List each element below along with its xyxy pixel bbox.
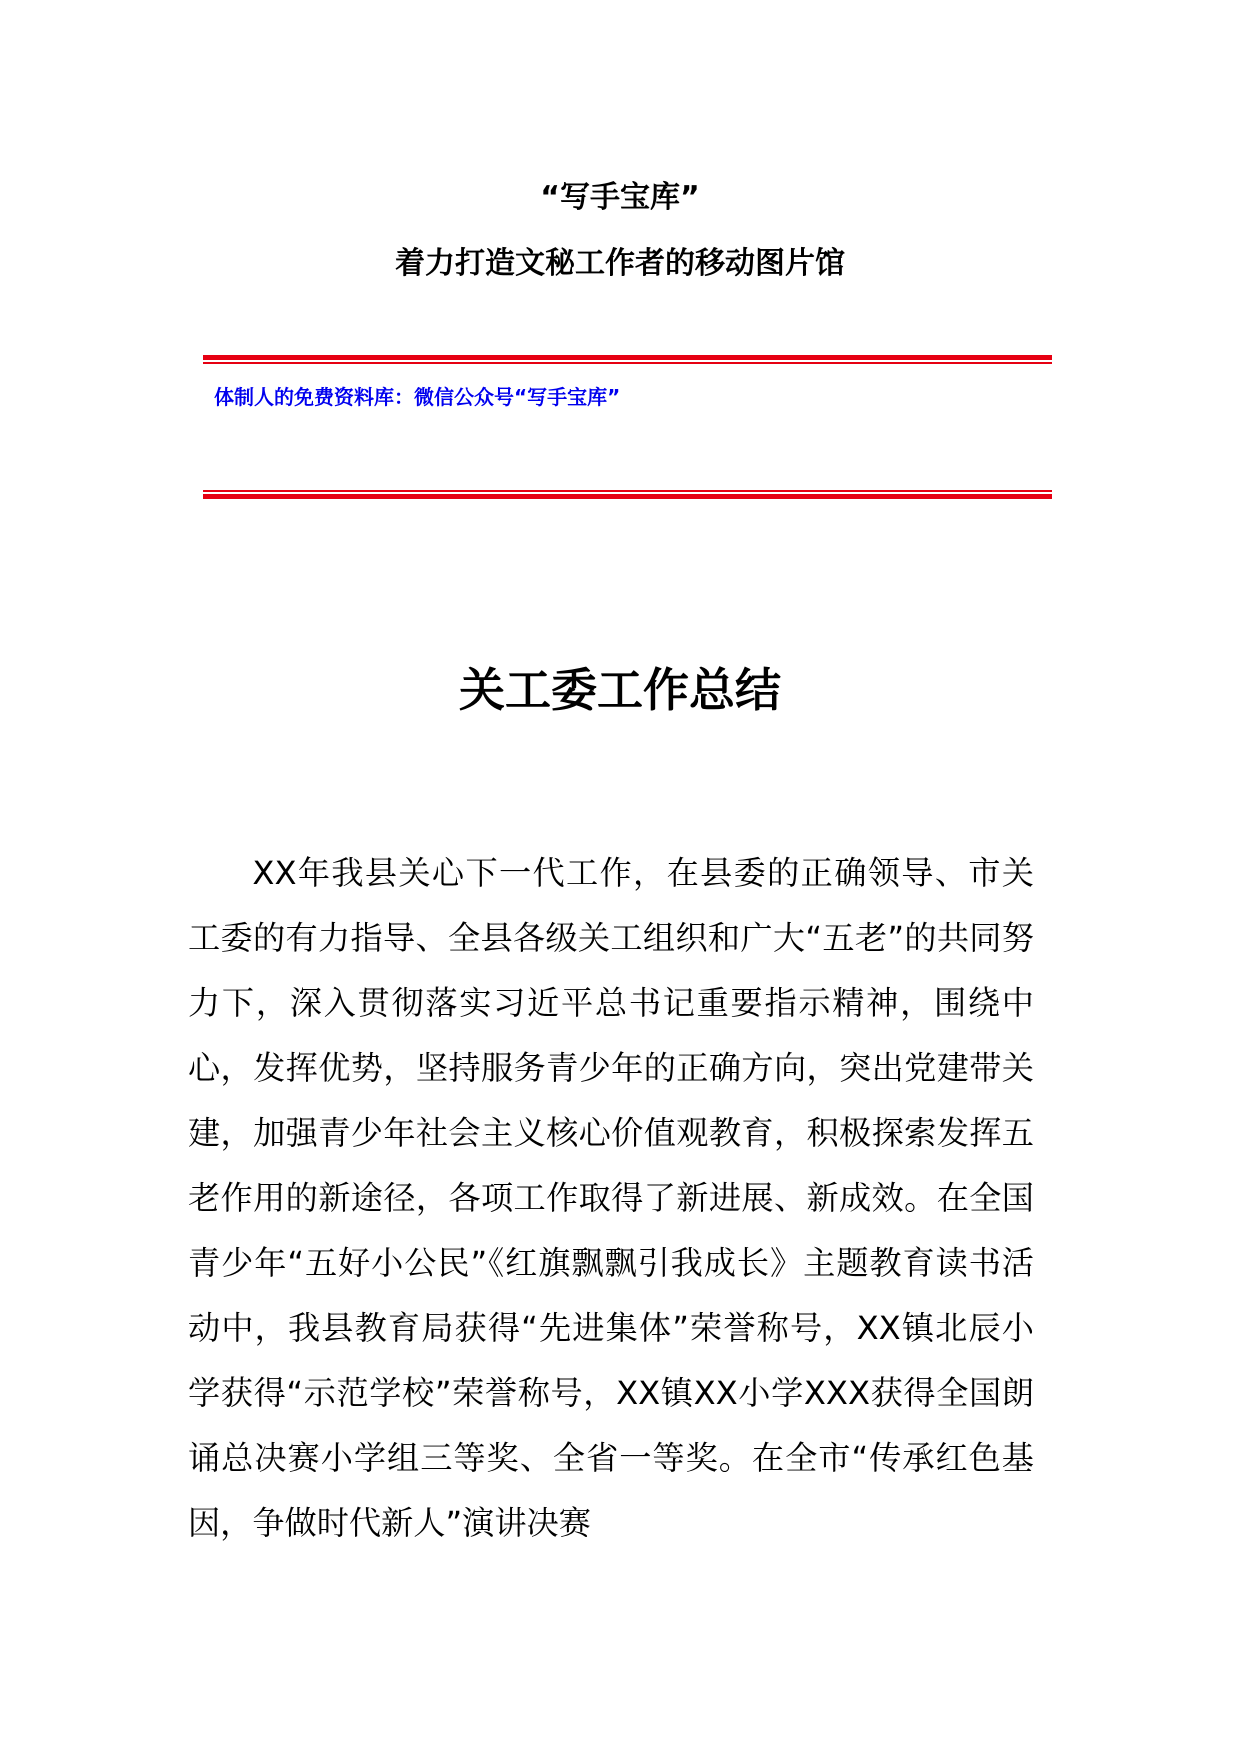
top-divider-thin: [203, 362, 1052, 364]
document-title: 关工委工作总结: [459, 663, 781, 717]
top-divider-thick: [203, 355, 1052, 360]
brand-title: “写手宝库”: [540, 180, 700, 215]
bottom-divider-thin: [203, 490, 1052, 492]
brand-subtitle: 着力打造文秘工作者的移动图片馆: [395, 246, 845, 281]
body-paragraph: XX年我县关心下一代工作，在县委的正确领导、市关工委的有力指导、全县各级关工组织和广大“五老”的共同努力下，深入贯彻落实习近平总书记重要指示精神，围绕中心，发挥优势，坚持服务青少年的正确方向，突出党建带关建，加强青少年社会主义核心价值观教育，积极探索发挥五老作用的新途径，各项工作取得了新进展、新成效。在全国青少年“五好小公民”《红旗飘飘引我成长》主题教育读书活动中，我县教育局获得“先进集体”荣誉称号，XX镇北辰小学获得“示范学校”荣誉称号，XX镇XX小学XXX获得全国朗诵总决赛小学组三等奖、全省一等奖。在全市“传承红色基因，争做时代新人”演讲决赛: [188, 854, 1034, 1542]
promo-text: 体制人的免费资料库：微信公众号“写手宝库”: [214, 385, 621, 409]
bottom-divider-thick: [203, 494, 1052, 499]
